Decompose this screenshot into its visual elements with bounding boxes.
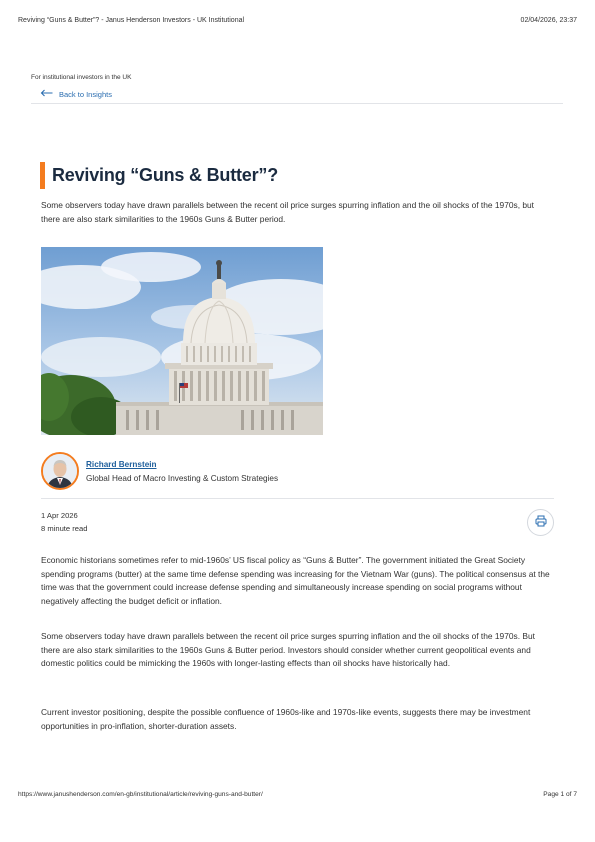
back-link-label: Back to Insights [59,89,112,99]
byline-divider [41,498,554,499]
page-number: Page 1 of 7 [543,791,577,798]
print-footer [18,791,577,801]
article-summary: Some observers today have drawn parallels between the recent oil price surges spurring inflation and the oil shocks of the 1970s, but there are also stark similarities to the 1960s Guns & Butter period. [41,200,535,224]
article-paragraph: Some observers today have drawn parallels between the recent oil price surges spurring inflation and the oil shocks of the 1970s. But there are also stark similarities to the 1960s Guns & Butter period. Investors should consider whether current geopolitical events and domestic politics could be mimicking the 1960s with longer-lasting effects than oil shocks have historically had. [41,631,535,669]
author-byline [41,452,278,490]
print-header-datetime: 02/04/2026, 23:37 [520,17,577,24]
back-to-insights-link[interactable] [40,89,112,99]
article-paragraph: Current investor positioning, despite the possible confluence of 1960s-like and 1970s-like events, suggests there may be investment opportunities in pro-inflation, shorter-duration assets. [41,707,531,731]
avatar [41,452,79,490]
page-title: Reviving “Guns & Butter”? [52,165,279,185]
publish-date: 1 Apr 2026 [41,511,78,520]
title-accent-bar [40,162,45,189]
print-header [18,17,577,27]
hero-image [41,247,323,435]
article-title-block [40,162,278,189]
author-name-link[interactable]: Richard Bernstein [86,459,157,469]
article-meta [41,510,87,535]
read-time: 8 minute read [41,523,88,533]
print-header-title: Reviving “Guns & Butter”? - Janus Henderson Investors - UK Institutional [18,17,245,24]
arrow-left-icon [40,89,59,99]
print-icon [535,514,547,532]
header-divider [31,103,563,104]
article-paragraph: Economic historians sometimes refer to mid-1960s’ US fiscal policy as “Guns & Butter”. The government initiated the Great Society spending programs (butter) at the same time defense spending was increasing for the Vietnam War (guns). The political consensus at the time was that the government could increase defense spending and simultaneously increase spending on social programs without negatively affecting the budget deficit or inflation. [41,555,550,607]
print-footer-url: https://www.janushenderson.com/en-gb/institutional/article/reviving-guns-and-butter/ [18,791,263,798]
print-button[interactable] [527,509,554,536]
author-role: Global Head of Macro Investing & Custom Strategies [86,473,279,483]
audience-note: For institutional investors in the UK [31,74,132,81]
